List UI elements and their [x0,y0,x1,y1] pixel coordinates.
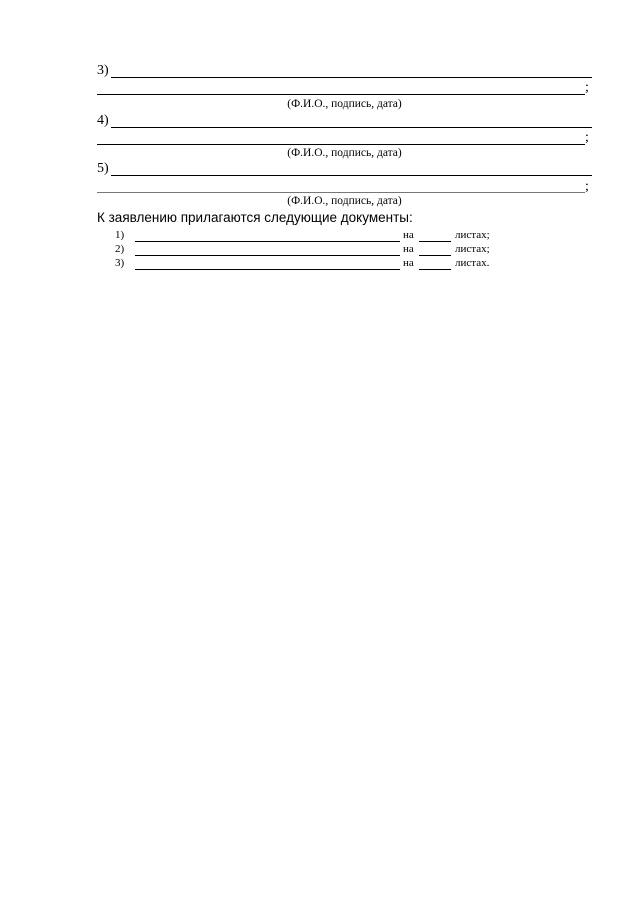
signer-name-line [111,127,592,128]
line-end-semicolon: ; [585,179,589,194]
line-end-semicolon: ; [585,130,589,145]
attachment-na-label: на [403,243,414,255]
signer-number: 5) [97,161,109,176]
signer-number: 3) [97,63,109,78]
line-end-semicolon: ; [585,80,589,95]
signer-name-line [111,77,592,78]
attachment-number: 1) [115,229,125,241]
attachment-sheets-label: листах. [455,257,490,269]
signer-number: 4) [97,113,109,128]
attachment-na-label: на [403,257,414,269]
signer-continuation-line [97,94,585,95]
attachment-sheets-label: листах; [455,243,490,255]
signer-caption: (Ф.И.О., подпись, дата) [287,147,402,159]
signer-caption: (Ф.И.О., подпись, дата) [287,195,402,207]
attachment-na-label: на [403,229,414,241]
attachment-name-line [135,241,400,242]
attachment-sheets-label: листах; [455,229,490,241]
attachment-sheets-blank [419,255,451,256]
attachment-sheets-blank [419,241,451,242]
signer-name-line [111,175,592,176]
signer-continuation-line [97,144,585,145]
attachment-sheets-blank [419,269,451,270]
attachments-heading: К заявлению прилагаются следующие документы: [97,210,413,225]
attachment-number: 2) [115,243,125,255]
attachment-name-line [135,269,400,270]
signer-caption: (Ф.И.О., подпись, дата) [287,98,402,110]
signer-continuation-line [97,192,585,193]
attachment-number: 3) [115,257,125,269]
attachment-name-line [135,255,400,256]
